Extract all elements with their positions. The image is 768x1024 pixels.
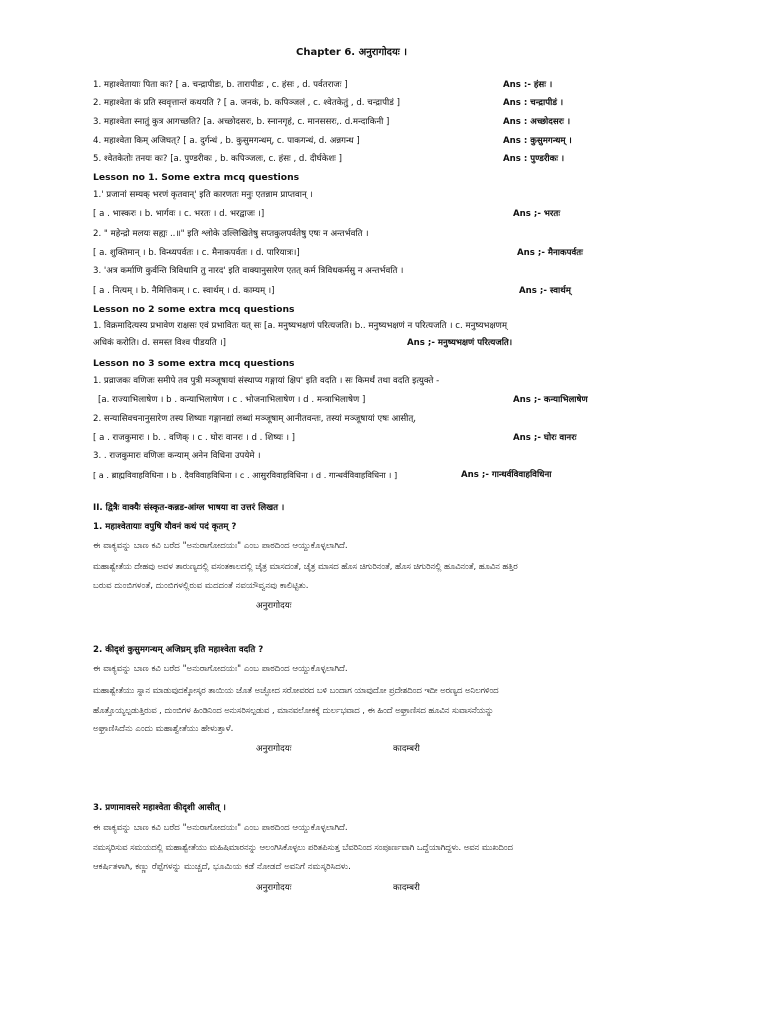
mcq-question: 4. महाश्वेता किम् अजिघत्? [ a. दुर्गन्धं , b. कुसुमगन्धम्, c. पाकगन्धं, d. अन्नगन्ध ] xyxy=(93,136,360,146)
answer-line: ಬರುವ ದುಂಬಿಗಳಂತೆ, ದುಂಬಿಗಳಲ್ಲಿರುವ ಮದದಂತೆ ನವಯೌವ್ವನವು ಕಾಲಿಟ್ಟಿತು. xyxy=(93,581,309,591)
lesson-options: [a. राज्याभिलाषेण । b . कन्याभिलाषेण । c . भोजनाभिलाषेण । d . मन्त्राभिलाषेण ] xyxy=(98,395,366,405)
essay-question: 3. प्रणामावसरे महाश्वेता कीदृशी आसीत् । xyxy=(93,803,226,813)
mcq-answer: Ans :- हंसः । xyxy=(503,80,553,90)
answer-line: ಅಘ್ರಾಣಿಸಿದೆನು ಎಂದು ಮಹಾಶ್ವೇತೆಯು ಹೇಳುತ್ತಾಳೆ. xyxy=(93,724,234,734)
lesson-options: [ a . राजकुमारः । b. . वणिक् । c . घोरः वानरः । d . शिष्यः । ] xyxy=(93,433,296,443)
mcq-question: 2. महाश्वेता कं प्रति स्ववृत्तान्तं कथयति ? [ a. जनकं, b. कपिञ्जलं , c. श्वेतकेतुं , d. चन्द्रापीडं ] xyxy=(93,98,400,108)
essay-question: 1. महाश्वेतायाः वपुषि यौवनं कथं पदं कृतम् ? xyxy=(93,522,237,532)
lesson-heading: Lesson no 2 some extra mcq questions xyxy=(93,304,295,315)
answer-line: ಈ ವಾಕ್ಯವನ್ನು ಬಾಣ ಕವಿ ಬರೆದ "ಅನುರಾಗೋದಯಃ" ಎಂಬ ಪಾಠದಿಂದ ಆಯ್ದುಕೊಳ್ಳಲಾಗಿದೆ. xyxy=(93,541,348,551)
lesson-answer: Ans ;- स्वार्थम् xyxy=(519,286,571,296)
lesson-answer: Ans ;- भरतः xyxy=(513,209,561,219)
lesson-options: [ a. शुक्तिमान् । b. विन्ध्यपर्वतः । c. मैनाकपर्वतः । d. पारियात्रः।] xyxy=(93,248,300,258)
lesson-question: 2. सन्यासिवचनानुसारेण तस्य शिष्याः गङ्गानद्यां लब्धां मञ्जूषाम् आनीतवन्तः, तस्यां मञ्जूषायां एषः आसीत्, xyxy=(93,414,417,424)
lesson-options: अधिकं करोति। d. समस्त विश्व पीडयति ।] xyxy=(93,338,227,348)
mcq-answer: Ans : कुसुमगन्धम् । xyxy=(503,136,572,146)
answer-line: ಈ ವಾಕ್ಯವನ್ನು ಬಾಣ ಕವಿ ಬರೆದ "ಅನುರಾಗೋದಯಃ" ಎಂಬ ಪಾಠದಿಂದ ಆಯ್ದುಕೊಳ್ಳಲಾಗಿದೆ. xyxy=(93,664,348,674)
source-label: कादम्बरी xyxy=(393,744,420,754)
lesson-question: 1. विक्रमादित्यस्य प्रभावेण राक्षसः एवं प्रभावितः यत् सः [a. मनुष्यभक्षणं परित्यजति। b.. मनुष्यभक्षणं न परित्यजति । c. मनुष्यभक्षणम् xyxy=(93,321,507,331)
mcq-question: 1. महाश्वेतायाः पिता कः? [ a. चन्द्रापीडः, b. तारापीडः , c. हंसः , d. पर्वतराजः ] xyxy=(93,80,348,90)
source-label: अनुरागोदयः xyxy=(256,883,292,893)
answer-line: ಹೊತ್ತೊಯ್ಯಲ್ಪಡುತ್ತಿರುವ , ದುಂಬಿಗಳ ಹಿಂಡಿನಿಂದ ಅನುಸರಿಸಲ್ಪಡುವ , ಮಾನವಲೋಕಕ್ಕೆ ದುರ್ಲಭವಾದ , ಈ ಹಿಂದೆ ಅಘ್ರಾಣಿಸದ ಹೂವಿನ ಸುವಾಸನೆಯನ್ನು xyxy=(93,705,494,715)
lesson-answer: Ans ;- घोरः वानरः xyxy=(513,433,577,443)
page-title: Chapter 6. अनुरागोदयः । xyxy=(296,47,408,58)
answer-line: ಮಹಾಶ್ವೇತೆಯು ಸ್ನಾನ ಮಾಡುವುದಕ್ಕೋಸ್ಕರ ತಾಯಿಯ ಜೊತೆ ಅಚ್ಛೋದ ಸರೋವರದ ಬಳಿ ಬಂದಾಗ ಯಾವುದೋ ಪ್ರದೇಶದಿಂದ ಇದೀ ಅರಣ್ಯದ ಅನಿಲಗಳಿಂದ xyxy=(93,685,499,695)
essay-question: 2. कीदृशं कुसुमगन्धम् अजिघ्रम् इति महाश्वेता वदति ? xyxy=(93,645,264,655)
lesson-answer: Ans ;- मैनाकपर्वतः xyxy=(517,248,583,258)
lesson-question: 3. . राजकुमारः वणिजः कन्याम् अनेन विधिना उपयेमे । xyxy=(93,451,261,461)
source-label: कादम्बरी xyxy=(393,883,420,893)
answer-line: ಆಕರ್ಷಿತಳಾಗಿ, ಕಣ್ಣು ರೆಪ್ಪೆಗಳನ್ನು ಮುಚ್ಚದೆ, ಭೂಮಿಯ ಕಡೆ ನೋಡದೆ ಅವನಿಗೆ ನಮಸ್ಕರಿಸಿದಳು. xyxy=(93,862,351,872)
lesson-options: [ a . भास्करः । b. भार्गवः । c. भरतः । d. भरद्वाजः ।] xyxy=(93,209,265,219)
lesson-options: [ a . ब्राह्मविवाहविधिना । b . दैवविवाहविधिना । c . आसुरविवाहविधिना । d . गान्धर्वविवाहविधिना । ] xyxy=(93,470,398,480)
answer-line: ಈ ವಾಕ್ಯವನ್ನು ಬಾಣ ಕವಿ ಬರೆದ "ಅನುರಾಗೋದಯಃ" ಎಂಬ ಪಾಠದಿಂದ ಆಯ್ದುಕೊಳ್ಳಲಾಗಿದೆ. xyxy=(93,823,348,833)
mcq-question: 3. महाश्वेता स्नातुं कुत्र आगच्छति? [a. अच्छोदसरः, b. स्नानगृहं, c. मानससरः,. d.मन्दाकिनी ] xyxy=(93,117,390,127)
source-label: अनुरागोदयः xyxy=(256,601,292,611)
lesson-answer: Ans ;- कन्याभिलाषेण xyxy=(513,395,588,405)
lesson-options: [ a . नित्यम् । b. नैमित्तिकम् । c. स्वार्थम् । d. काम्यम् ।] xyxy=(93,286,275,296)
section-heading: II. द्वित्रैः वाक्यैः संस्कृत-कन्नड-आंग्ल भाषया वा उत्तरं लिखत । xyxy=(93,503,285,513)
mcq-answer: Ans : पुण्डरीकः । xyxy=(503,154,565,164)
lesson-heading: Lesson no 1. Some extra mcq questions xyxy=(93,172,300,183)
source-label: अनुरागोदयः xyxy=(256,744,292,754)
lesson-answer: Ans ;- गान्धर्वविवाहविधिना xyxy=(461,470,552,480)
lesson-heading: Lesson no 3 some extra mcq questions xyxy=(93,358,295,369)
mcq-answer: Ans : चन्द्रापीडं । xyxy=(503,98,564,108)
mcq-question: 5. श्वेतकेतोः तनयः कः? [a. पुण्डरीकः , b. कपिञ्जलः, c. हंसः , d. दीर्घकेशः ] xyxy=(93,154,342,164)
lesson-question: 2. " महेन्द्रो मलयः सह्यः ..॥" इति श्लोके उल्लिखितेषु सप्तकुलपर्वतेषु एषः न अन्तर्भवति । xyxy=(93,229,369,239)
mcq-answer: Ans : अच्छोदसरः । xyxy=(503,117,571,127)
lesson-answer: Ans ;- मनुष्यभक्षणं परित्यजति। xyxy=(407,338,513,348)
answer-line: ಮಹಾಶ್ವೇತೆಯ ದೇಹವು ಅವಳ ತಾರುಣ್ಯದಲ್ಲಿ ವಸಂತಕಾಲದಲ್ಲಿ ಚೈತ್ರ ಮಾಸದಂತೆ, ಚೈತ್ರ ಮಾಸದ ಹೊಸ ಚಿಗುರಿನಂತೆ, ಹೊಸ ಚಿಗುರಿನಲ್ಲಿ ಹೂವಿನಂತೆ, ಹೂವಿನ ಹತ್ತಿರ xyxy=(93,561,518,571)
lesson-question: 3. 'अत्र कर्माणि कुर्वन्ति त्रिविधानि तु नारद' इति वाक्यानुसारेण एतत् कर्म त्रिविधकर्मसु न अन्तर्भवति । xyxy=(93,266,404,276)
answer-line: ನಮಸ್ಕರಿಸುವ ಸಮಯದಲ್ಲಿ ಮಹಾಶ್ವೇತೆಯು ಮಹಿಷಿಮಾರನನ್ನು ಆಲಂಗಿಸಿಕೊಳ್ಳಲು ಪರಿತಪಿಸುತ್ತ ಬೆವರಿನಿಂದ ಸಂಪೂರ್ಣವಾಗಿ ಒದ್ದೆಯಾಗಿದ್ದಳು. ಅವನ ಮುಖದಿಂದ xyxy=(93,842,513,852)
lesson-question: 1. प्रव्राजकः वणिजः समीपे तव पुत्री मञ्जूषायां संस्थाप्य गङ्गायां क्षिप' इति वदति । सः किमर्थं तथा वदति इत्युक्ते - xyxy=(93,376,440,386)
lesson-question: 1.' प्रजानां सम्यक् भरणं कृतवान्' इति कारणतः मनुः एतन्नाम प्राप्तवान् । xyxy=(93,190,313,200)
